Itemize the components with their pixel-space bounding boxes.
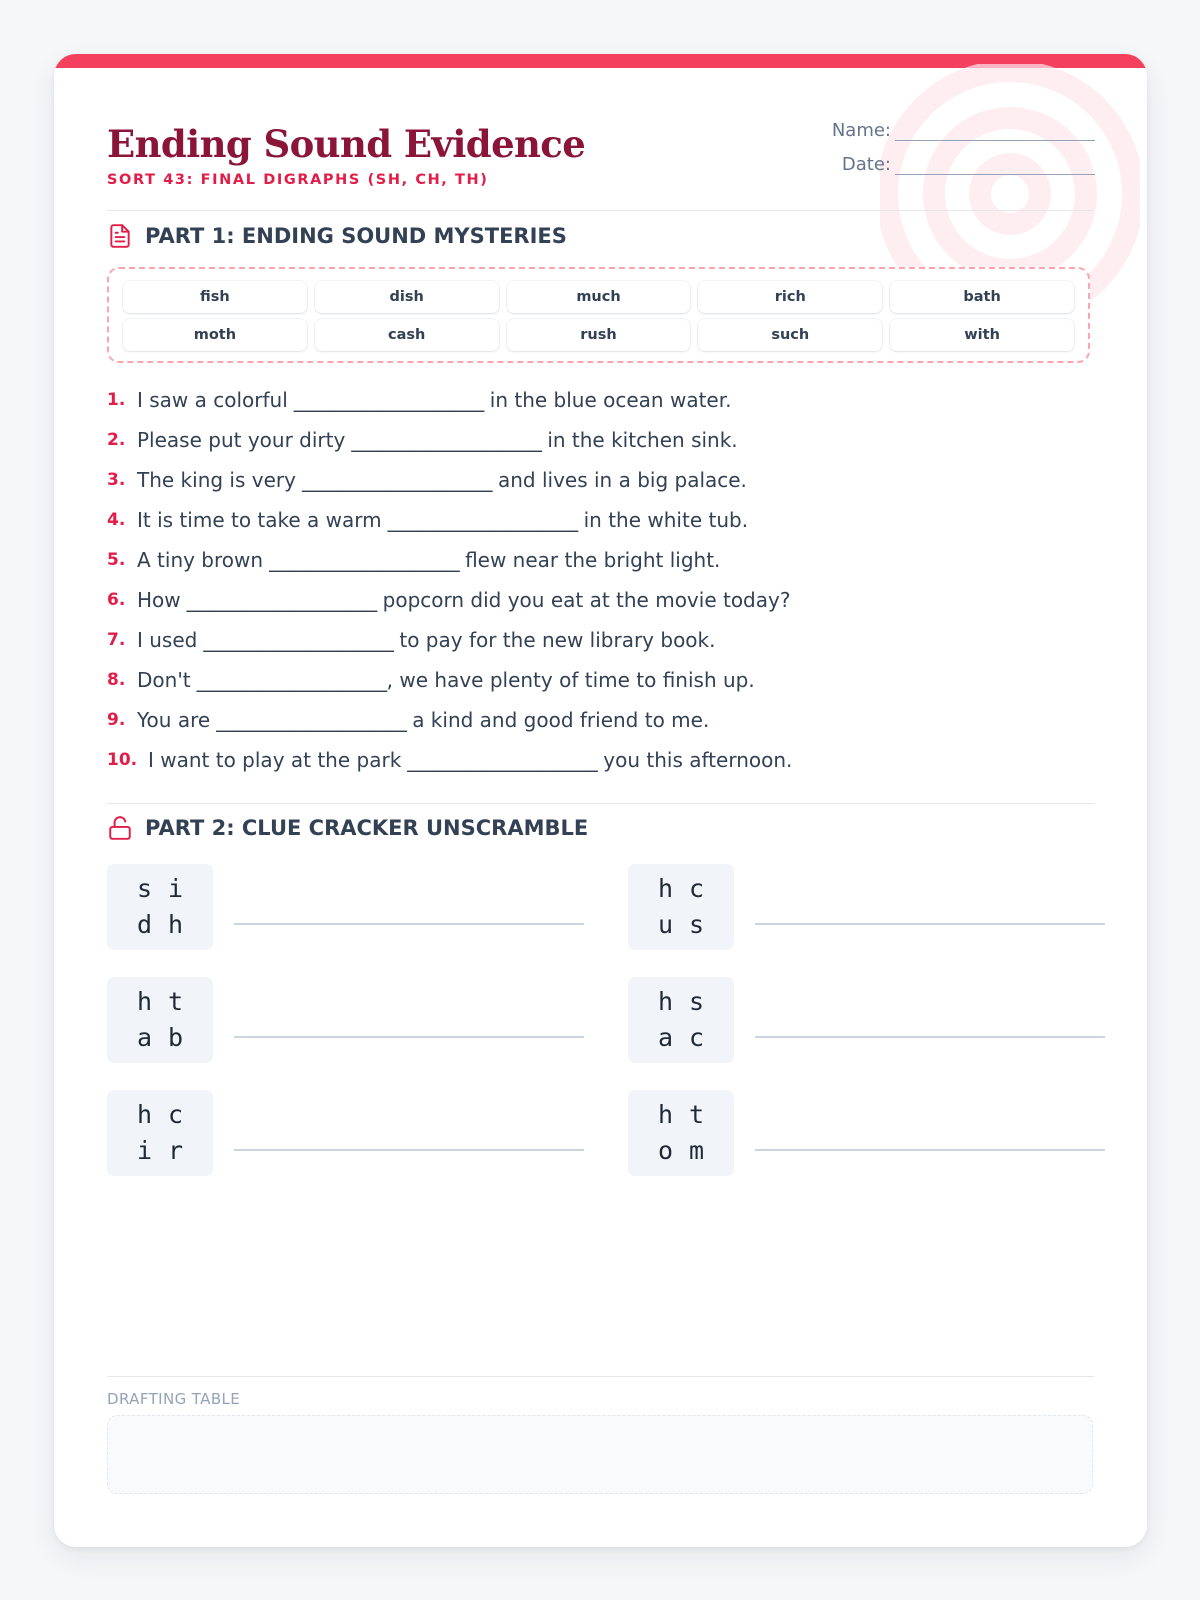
sentence-before: The king is very (137, 468, 296, 492)
answer-line[interactable] (234, 923, 584, 925)
drafting-area[interactable] (107, 1415, 1093, 1494)
sentence-after: in the white tub. (583, 508, 749, 532)
sentence-item (107, 540, 1090, 580)
sentence-number: 6. (107, 590, 126, 610)
letter-tile: h (657, 987, 674, 1016)
sentence-number: 10. (107, 750, 138, 770)
sentence-item (107, 620, 1090, 660)
letter-tile: r (167, 1136, 184, 1165)
divider (107, 803, 1094, 804)
word-chip: rich (698, 281, 882, 313)
letter-tile: c (688, 874, 705, 903)
part2-heading (107, 815, 588, 841)
divider (107, 210, 1094, 211)
answer-blank[interactable]: ____________________ (196, 668, 387, 692)
sentence-after: to pay for the new library book. (399, 628, 716, 652)
name-field[interactable] (832, 120, 1095, 141)
letter-tile: h (167, 910, 184, 939)
letter-tile: c (688, 1023, 705, 1052)
letter-tile: t (167, 987, 184, 1016)
letter-tile: h (136, 1100, 153, 1129)
letter-tile: h (657, 1100, 674, 1129)
word-chip: much (507, 281, 691, 313)
sentence-number: 8. (107, 670, 126, 690)
answer-line[interactable] (755, 1036, 1105, 1038)
unscramble-item (628, 864, 1105, 950)
sentence-after: in the blue ocean water. (489, 388, 732, 412)
sentence-item (107, 500, 1090, 540)
sentence-number: 1. (107, 390, 126, 410)
letter-tile: h (136, 987, 153, 1016)
sentence-after: in the kitchen sink. (547, 428, 738, 452)
answer-line[interactable] (234, 1036, 584, 1038)
answer-blank[interactable]: ____________________ (407, 748, 598, 772)
letter-tile: t (688, 1100, 705, 1129)
letter-tile: s (136, 874, 153, 903)
answer-blank[interactable]: ____________________ (203, 628, 394, 652)
letter-tiles (628, 977, 734, 1063)
word-bank (107, 267, 1090, 363)
lock-icon (107, 815, 133, 841)
answer-blank[interactable]: ____________________ (293, 388, 484, 412)
letter-tiles (107, 1090, 213, 1176)
letter-tile: a (657, 1023, 674, 1052)
sentence-before: It is time to take a warm (137, 508, 382, 532)
name-blank[interactable] (895, 122, 1095, 141)
drafting-label: DRAFTING TABLE (107, 1390, 241, 1408)
answer-line[interactable] (755, 1149, 1105, 1151)
sentence-before: A tiny brown (137, 548, 264, 572)
answer-blank[interactable]: ____________________ (186, 588, 377, 612)
sentence-number: 7. (107, 630, 126, 650)
document-icon (107, 223, 133, 249)
unscramble-item (107, 1090, 584, 1176)
sentence-number: 3. (107, 470, 126, 490)
sentence-before: I want to play at the park (148, 748, 402, 772)
sentence-item (107, 660, 1090, 700)
sentence-after: and lives in a big palace. (497, 468, 747, 492)
word-chip: bath (890, 281, 1074, 313)
letter-tile: c (167, 1100, 184, 1129)
sentence-before: Please put your dirty (137, 428, 346, 452)
word-chip: such (698, 319, 882, 351)
letter-tiles (107, 864, 213, 950)
sentence-before: I saw a colorful (137, 388, 288, 412)
word-chip: fish (123, 281, 307, 313)
letter-tile: h (657, 874, 674, 903)
sentence-before: Don't (137, 668, 191, 692)
answer-blank[interactable]: ____________________ (269, 548, 460, 572)
date-blank[interactable] (895, 156, 1095, 175)
sentence-after: , we have plenty of time to finish up. (386, 668, 755, 692)
divider (107, 1376, 1094, 1377)
sentence-list (107, 380, 1090, 780)
date-label: Date: (841, 154, 891, 175)
sentence-item (107, 700, 1090, 740)
sentence-item (107, 740, 1090, 780)
word-chip: dish (315, 281, 499, 313)
answer-line[interactable] (755, 923, 1105, 925)
answer-blank[interactable]: ____________________ (387, 508, 578, 532)
sentence-number: 5. (107, 550, 126, 570)
answer-line[interactable] (234, 1149, 584, 1151)
letter-tile: i (136, 1136, 153, 1165)
unscramble-item (107, 977, 584, 1063)
letter-tile: s (688, 910, 705, 939)
answer-blank[interactable]: ____________________ (216, 708, 407, 732)
unscramble-item (628, 977, 1105, 1063)
part2-title: PART 2: CLUE CRACKER UNSCRAMBLE (145, 816, 589, 840)
sentence-number: 2. (107, 430, 126, 450)
part1-heading (107, 223, 567, 249)
letter-tile: d (136, 910, 153, 939)
sentence-number: 9. (107, 710, 126, 730)
letter-tiles (628, 1090, 734, 1176)
letter-tile: s (688, 987, 705, 1016)
worksheet-title: Ending Sound Evidence (107, 122, 586, 166)
sentence-item (107, 380, 1090, 420)
sentence-number: 4. (107, 510, 126, 530)
word-chip: cash (315, 319, 499, 351)
unscramble-item (628, 1090, 1105, 1176)
name-label: Name: (831, 120, 891, 141)
sentence-after: flew near the bright light. (465, 548, 721, 572)
letter-tile: b (167, 1023, 184, 1052)
letter-tile: i (167, 874, 184, 903)
answer-blank[interactable]: ____________________ (351, 428, 542, 452)
answer-blank[interactable]: ____________________ (301, 468, 492, 492)
date-field[interactable] (842, 154, 1095, 175)
sentence-before: I used (137, 628, 198, 652)
sentence-after: you this afternoon. (603, 748, 793, 772)
sentence-item (107, 460, 1090, 500)
word-chip: rush (507, 319, 691, 351)
letter-tiles (107, 977, 213, 1063)
part1-title: PART 1: ENDING SOUND MYSTERIES (145, 224, 567, 248)
letter-tile: a (136, 1023, 153, 1052)
sentence-before: You are (137, 708, 211, 732)
sentence-item (107, 420, 1090, 460)
sentence-after: a kind and good friend to me. (412, 708, 710, 732)
worksheet-page (54, 54, 1147, 1547)
letter-tile: m (688, 1136, 705, 1165)
letter-tiles (628, 864, 734, 950)
unscramble-item (107, 864, 584, 950)
word-chip: moth (123, 319, 307, 351)
worksheet-subtitle: SORT 43: FINAL DIGRAPHS (SH, CH, TH) (107, 172, 489, 188)
letter-tile: o (657, 1136, 674, 1165)
sentence-before: How (137, 588, 181, 612)
sentence-after: popcorn did you eat at the movie today? (382, 588, 791, 612)
sentence-item (107, 580, 1090, 620)
letter-tile: u (657, 910, 674, 939)
word-chip: with (890, 319, 1074, 351)
